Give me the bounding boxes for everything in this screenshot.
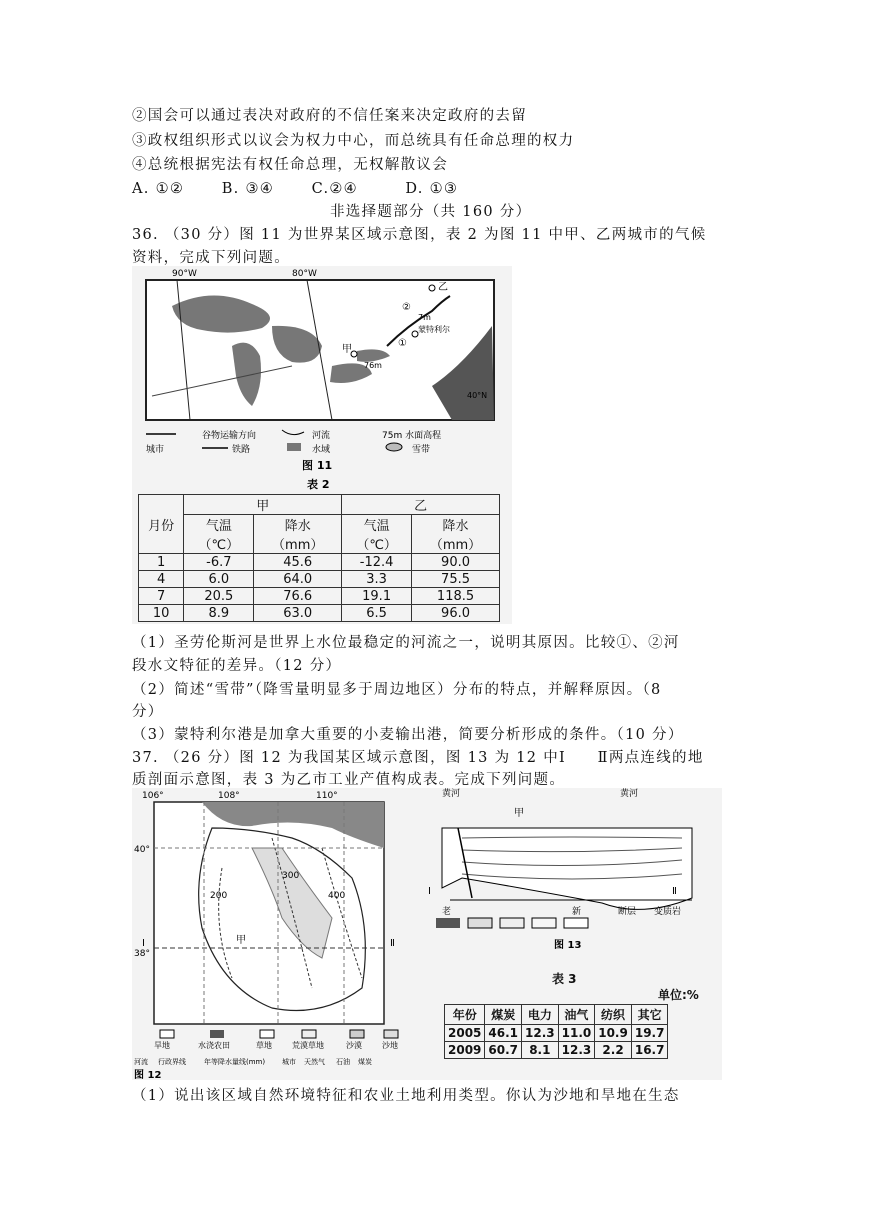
legend-water: 水域 [312,445,331,455]
figure-13-caption: 图 13 [554,940,582,951]
figure-11-map [132,266,512,492]
q36-sub1: （1）圣劳伦斯河是世界上水位最稳定的河流之一，说明其原因。比较①、②河 [132,635,680,651]
lon-106: 106° [142,791,164,801]
legend-desert-grass: 荒漠草地 [292,1041,324,1050]
legend-river: 河流 [312,431,331,441]
point-1: Ⅰ [428,886,431,897]
label-new: 新 [572,907,582,917]
section-title: 非选择题部分（共 160 分） [330,204,532,220]
legend-sandland: 沙地 [382,1041,398,1050]
table-3-wrap [422,956,722,1080]
temp-b-header: 气温 （℃） [342,515,412,554]
q37-intro-1: 37. （26 分）图 12 为我国某区域示意图，图 13 为 12 中Ⅰ Ⅱ两点连线的地 [132,750,704,766]
river-right: 黄河 [620,789,639,799]
point-2: Ⅱ [390,938,395,949]
label-fault: 断层 [618,907,637,917]
legend-coal: 煤炭 [358,1058,372,1066]
lon-108: 108° [218,791,240,801]
figure-12-map [132,788,422,1080]
table-3-unit: 单位:% [658,988,699,1002]
figure-13 [422,788,722,956]
legend-irrigated: 水浇农田 [198,1041,230,1050]
table-row: 7 20.5 76.6 19.1 118.5 [139,588,500,605]
q36-sub1b: 段水文特征的差异。（12 分） [132,658,342,674]
month-header: 月份 [139,495,184,554]
iso-200: 200 [210,891,228,901]
figure-11-caption: 图 11 [302,459,333,472]
legend-city: 城市 [282,1058,296,1066]
q36-sub2b: 分） [132,704,164,720]
city-b-header: 乙 [342,495,500,515]
legend-elev: 75m 水面高程 [382,431,442,441]
temp-a-header: 气温 （℃） [184,515,254,554]
q36-sub3: （3）蒙特利尔港是加拿大重要的小麦输出港，简要分析形成的条件。（10 分） [132,727,684,743]
q37-intro-2: 质剖面示意图，表 3 为乙市工业产值构成表。完成下列问题。 [132,772,566,788]
figure-11 [132,266,512,492]
legend-isohyet: 年等降水量线(mm) [204,1058,266,1066]
iso-300: 300 [282,871,300,881]
label-jia: 甲 [236,935,246,946]
table-3: 年份 煤炭 电力 油气 纺织 其它 2005 46.1 12.3 11.0 10.9 19.7 2009 60.7 8.1 12.3 2.2 16.7 [444,1004,668,1059]
precip-b-header: 降水 （mm） [412,515,500,554]
lat-40: 40° [134,845,150,855]
q36-intro-1: 36. （30 分）图 11 为世界某区域示意图，表 2 为图 11 中甲、乙两城市的气候 [132,227,707,243]
figure-13-section [422,788,722,956]
city-jia: 甲 [342,344,352,355]
legend-grain: 谷物运输方向 [202,431,257,441]
mark-2: ② [402,302,411,313]
label-old: 老 [442,907,452,917]
label-meta: 变质岩 [654,907,682,917]
answer-choices: A. ①② B. ③④ C.②④ D. ①③ [132,181,459,197]
lon-90: 90°W [172,269,197,279]
legend-boundary: 行政界线 [158,1058,186,1066]
lat-40: 40°N [467,391,488,400]
table-2 [138,494,500,622]
label-jia: 甲 [514,808,524,819]
table-2-title: 表 2 [307,478,330,491]
table-2-wrap [132,492,512,624]
precip-a-header: 降水 （mm） [254,515,342,554]
legend-gas: 天然气 [304,1058,325,1066]
legend-city: 城市 [146,445,165,455]
figure-12-caption: 图 12 [134,1070,162,1080]
table-row: 10 8.9 63.0 6.5 96.0 [139,605,500,622]
legend-snowbelt: 雪带 [412,445,431,455]
option-4: ④总统根据宪法有权任命总理，无权解散议会 [132,157,448,173]
option-2: ②国会可以通过表决对政府的不信任案来决定政府的去留 [132,108,527,124]
legend-desert: 沙漠 [346,1041,362,1050]
lon-110: 110° [316,791,338,801]
elev-76m: 76m [364,361,382,370]
q37-sub1: （1）说出该区域自然环境特征和农业土地利用类型。你认为沙地和旱地在生态 [132,1088,680,1104]
city-montreal: 蒙特利尔 [418,325,450,334]
legend-rail: 铁路 [232,445,251,455]
option-3: ③政权组织形式以议会为权力中心，而总统具有任命总理的权力 [132,133,575,149]
iso-400: 400 [328,891,346,901]
lat-38: 38° [134,949,150,959]
city-a-header: 甲 [184,495,342,515]
table-row: 1 -6.7 45.6 -12.4 90.0 [139,554,500,571]
mark-1: ① [398,338,407,349]
table-3-title: 表 3 [552,972,577,986]
q36-sub2: （2）简述“雪带”（降雪量明显多于周边地区）分布的特点，并解释原因。（8 [132,682,662,698]
legend-river: 河流 [134,1058,148,1066]
q36-intro-2: 资料，完成下列问题。 [132,250,290,266]
legend-oil: 石油 [336,1058,350,1066]
table-row: 4 6.0 64.0 3.3 75.5 [139,571,500,588]
river-left: 黄河 [442,789,461,799]
point-1: Ⅰ [142,938,145,949]
point-2: Ⅱ [672,886,677,897]
legend-dryland: 旱地 [154,1041,170,1050]
city-yi: 乙 [438,282,448,293]
elev-7m: 7m [418,313,431,322]
table-row: 2005 46.1 12.3 11.0 10.9 19.7 [445,1025,668,1042]
figure-12 [132,788,422,1080]
table-row: 2009 60.7 8.1 12.3 2.2 16.7 [445,1042,668,1059]
lon-80: 80°W [292,269,317,279]
legend-grass: 草地 [256,1041,272,1050]
